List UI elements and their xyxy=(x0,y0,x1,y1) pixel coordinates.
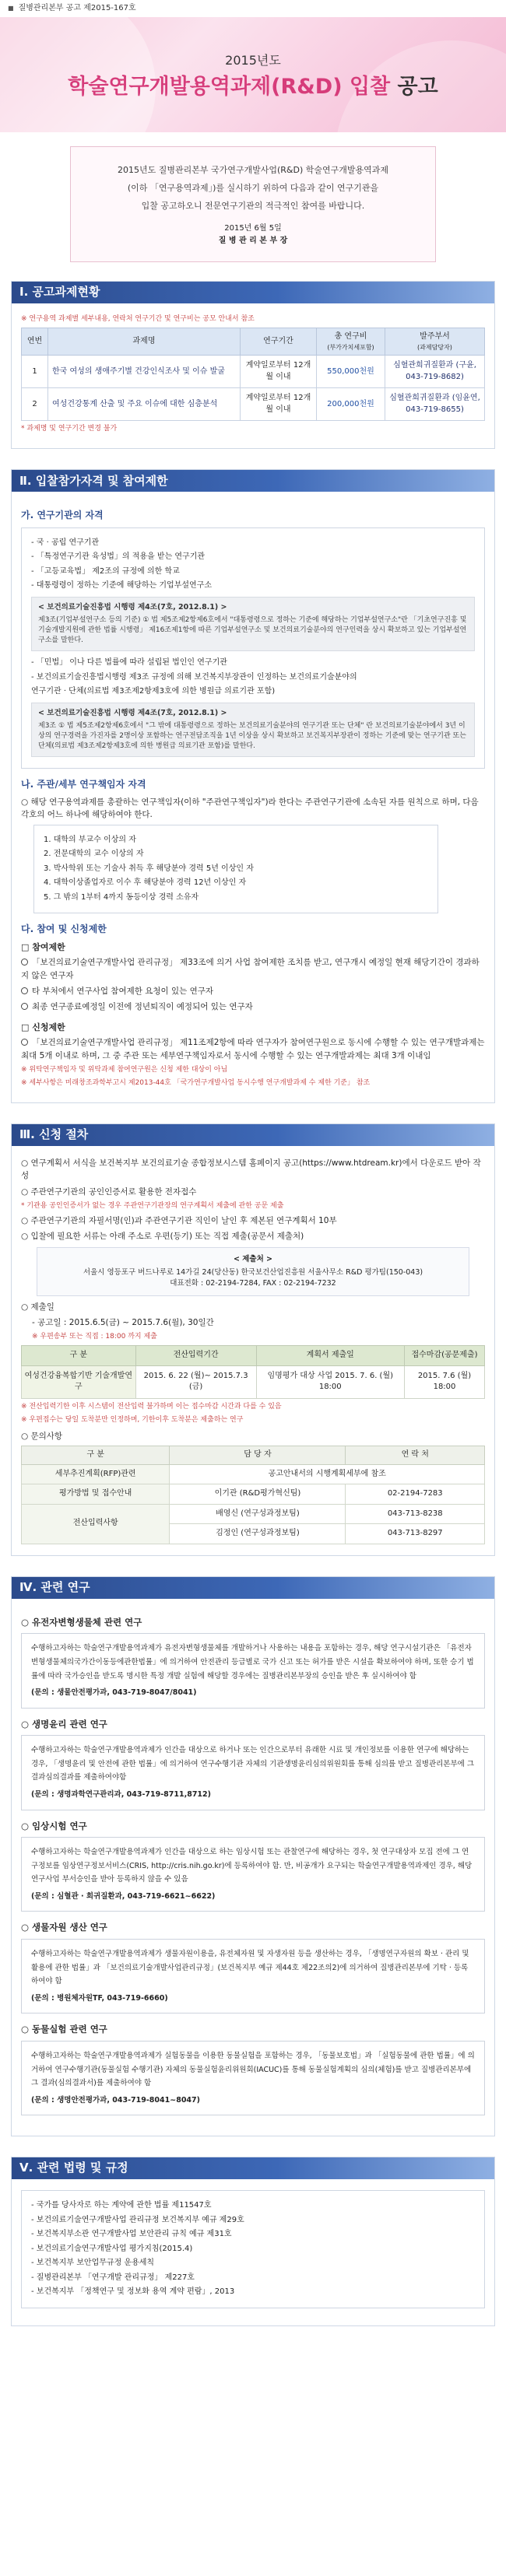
procedure-item: ○ 연구계획서 서식을 보건복지부 보건의료기술 종합정보시스템 홈페이지 공고(https://www.htdream.kr)에서 다운로드 받아 작성 xyxy=(21,1158,481,1181)
circle-bullet-icon xyxy=(21,1039,28,1046)
table-foot: * 과제명 및 연구기간 변경 불가 xyxy=(21,425,118,433)
section-note: ※ 연구용역 과제별 세부내용, 연락처 연구기간 및 연구비는 공모 안내서 참조 xyxy=(21,315,255,324)
procedure-item: ○ 주관연구기관의 공인인증서로 활용한 전자접수 xyxy=(21,1186,197,1197)
hero-banner xyxy=(0,17,506,132)
cell-dept: 심혈관희귀질환과 (임윤연, 043-719-8655) xyxy=(385,388,485,421)
cell-person: 공고안내서의 시행계획세부에 참조 xyxy=(170,1464,485,1484)
section-title: Ⅱ. 입찰참가자격 및 참여제한 xyxy=(12,470,494,492)
col-phone: 연 락 처 xyxy=(346,1446,485,1465)
section-title: Ⅳ. 관련 연구 xyxy=(12,1577,494,1599)
intro-date: 2015년 6월 5일 xyxy=(224,224,282,233)
intro-issuer: 질 병 관 리 본 부 장 xyxy=(218,237,288,246)
sub-heading-institution: 가. 연구기관의 자격 xyxy=(21,510,104,521)
col-budget: 총 연구비 (부가가치세포함) xyxy=(317,328,385,356)
limit-item: 「보건의료기술연구개발사업 관리규정」 제11조제2항에 따라 연구자가 참여연구원으로 동시에 수행할 수 있는 연구개발과제는 최대 5개 이내로 하며, 그 중 주관 또는 세부연구책임자로서 동시에 수행할 수 있는 연구개발과제는 최대 3개 이내임 xyxy=(21,1038,485,1060)
list-item: 1. 대학의 부교수 이상의 자 xyxy=(44,835,136,844)
research-contact: (문의 : 생명과학연구관리과, 043-719-8711,8712) xyxy=(31,1790,211,1799)
cell-plan-date: 임명평가 대상 사업 2015. 7. 6. (월) 18:00 xyxy=(256,1365,404,1398)
col-area: 구 분 xyxy=(22,1446,170,1465)
list-item: - 국 · 공립 연구기관 xyxy=(31,538,100,547)
section-laws xyxy=(11,2157,495,2326)
limit-heading-participation: □ 참여제한 xyxy=(21,941,65,952)
hero-title-main: 학술연구개발용역과제(R&D) 입찰 xyxy=(68,75,391,99)
limit-item: 최종 연구종료예정일 이전에 정년퇴직이 예정되어 있는 연구자 xyxy=(21,1001,485,1013)
bullet-dot-icon: ■ xyxy=(8,5,14,12)
research-body: 수행하고자하는 학술연구개발용역과제가 생물자원이용을, 유전체자원 및 자생자원 등을 생산하는 경우, 「생명연구자원의 확보 · 관리 및 활용에 관한 법률」과 「보건의료기술개발사업관리규정」(보건복지부 예규 제44호 제22조의2)에 의거하여 질병관리본부에 기탁 · 등록하여야 함 xyxy=(31,1950,469,1986)
section-title: Ⅰ. 공고과제현황 xyxy=(12,282,494,303)
limit-item: 「보건의료기술연구개발사업 관리규정」 제33조에 의거 사업 참여제한 조치를 받고, 연구개시 예정일 현재 해당기간이 경과하지 않은 연구자 xyxy=(21,958,480,980)
research-box xyxy=(21,1735,485,1810)
limit-item: 타 부처에서 연구사업 참여제한 요청이 있는 연구자 xyxy=(21,985,485,997)
researcher-paragraph: ○ 해당 연구용역과제를 총괄하는 연구책임자(이하 "주관연구책임자")라 한다는 주관연구기관에 소속된 자를 원칙으로 하며, 다음 각호의 어느 하나에 해당하여야 한다. xyxy=(21,797,479,820)
deadline-note: ※ 우편송부 또는 직접 : 18:00 까지 제출 xyxy=(32,1333,157,1341)
cell-category: 여성건강융복합기반 기술개발연구 xyxy=(22,1365,136,1398)
table-row xyxy=(22,1464,485,1484)
cell-deadline: 2015. 7.6 (월) 18:00 xyxy=(404,1365,484,1398)
research-title: ○ 생명윤리 관련 연구 xyxy=(21,1718,107,1730)
research-box xyxy=(21,1939,485,2013)
hero-year: 2015년도 xyxy=(225,53,281,68)
law-excerpt-box xyxy=(31,597,475,651)
cell-person: 배영신 (연구성과정보팀) xyxy=(170,1504,346,1524)
law-item: - 보건복지부 「정책연구 및 정보화 용역 계약 편람」, 2013 xyxy=(31,2287,235,2297)
law-item: - 국가를 당사자로 하는 계약에 관한 법률 제11547호 xyxy=(31,2201,212,2210)
deadline-text: - 공고일 : 2015.6.5(금) ~ 2015.7.6(월), 30일간 xyxy=(32,1318,214,1328)
law-item: - 보건의료기술연구개발사업 관리규정 보건복지부 예규 제29호 xyxy=(31,2215,244,2224)
institution-box xyxy=(21,527,485,769)
intro-line-1: 2015년도 질병관리본부 국가연구개발사업(R&D) 학술연구개발용역과제 xyxy=(117,165,389,175)
research-contact: (문의 : 생물안전평가과, 043-719-8047/8041) xyxy=(31,1688,197,1698)
col-plan-date: 계획서 제출일 xyxy=(256,1346,404,1366)
list-item: - 보건의료기술진흥법시행령 제3조 규정에 의해 보건복지부장관이 인정하는 보건의료기술분야의 xyxy=(31,672,357,682)
section-procedure xyxy=(11,1123,495,1556)
list-item: 2. 전문대학의 교수 이상의 자 xyxy=(44,850,144,859)
cell-period: 계약일로부터 12개월 이내 xyxy=(241,388,317,421)
procedure-item: ○ 주관연구기관의 자필서명(인)과 주관연구기관 직인이 날인 후 제본된 연구계획서 10부 xyxy=(21,1215,337,1225)
table-row xyxy=(22,1484,485,1505)
research-title: ○ 임상시험 연구 xyxy=(21,1820,87,1831)
hero-title xyxy=(0,72,506,102)
research-title: ○ 생물자원 생산 연구 xyxy=(21,1922,107,1933)
cell-input-period: 2015. 6. 22 (월)~ 2015.7.3 (금) xyxy=(135,1365,256,1398)
law-item: - 보건복지부 보안업무규정 운용세칙 xyxy=(31,2259,155,2268)
contact-table xyxy=(21,1446,485,1544)
circle-bullet-icon xyxy=(21,987,28,994)
list-item: - 「특정연구기관 육성법」의 적용을 받는 연구기관 xyxy=(31,552,206,562)
submission-address-box xyxy=(37,1247,469,1295)
cell-period: 계약일로부터 12개월 이내 xyxy=(241,356,317,388)
research-body: 수행하고자하는 학술연구개발용역과제가 유전자변형생물체를 개발하거나 사용하는 내용을 포함하는 경우, 해당 연구시설기관은 「유전자변형생물체의국가간이동등에관한법률」에 의거하여 안전관리 등급별로 국가 신고 또는 허가를 받은 시설을 확보하여야 하며, 또한 승기 법률에 따라 국가승인을 받도록 명시한 특정 개발 실험에 해당할 경우에는 질병관리본부장의 승인을 받은 후 실시하여야 함 xyxy=(31,1644,474,1681)
law-item: - 보건의료기술연구개발사업 평가지침(2015.4) xyxy=(31,2244,193,2253)
research-contact: (문의 : 심혈관 · 희귀질환과, 043-719-6621~6622) xyxy=(31,1891,216,1901)
section-related-research xyxy=(11,1576,495,2137)
law-excerpt-title: < 보건의료기술진흥법 시행령 제4조(7호, 2012.8.1) > xyxy=(38,602,227,612)
list-item: - 「민법」 이나 다른 법률에 따라 설립된 법인인 연구기관 xyxy=(31,658,227,668)
procedure-warning: * 기관용 공인인증서가 없는 경우 주관연구기관장의 연구계획서 제출에 관한 공문 제출 xyxy=(21,1201,284,1210)
cell-person: 김정인 (연구성과정보팀) xyxy=(170,1524,346,1544)
section-eligibility xyxy=(11,469,495,1103)
section-title: Ⅴ. 관련 법령 및 규정 xyxy=(12,2157,494,2179)
col-period: 연구기간 xyxy=(241,328,317,356)
cell-phone: 043-713-8297 xyxy=(346,1524,485,1544)
research-contact: (문의 : 병원체자원TF, 043-719-6660) xyxy=(31,1993,168,2003)
limit-warning: ※ 위탁연구책임자 및 위탁과제 참여연구원은 신청 제한 대상이 아님 xyxy=(21,1066,228,1074)
project-table xyxy=(21,328,485,421)
cell-phone: 043-713-8238 xyxy=(346,1504,485,1524)
research-body: 수행하고자하는 학술연구개발용역과제가 인간을 대상으로 하는 임상시험 또는 관찰연구에 해당하는 경우, 첫 연구대상자 모집 전에 그 연구정보를 임상연구정보서비스(CRIS, http://cris.nih.go.kr)에 등록하여야 함. 만, 비공개가 요구되는 학술연구개발용역과제인 경우, 해당 연구사업 부서승인을 받아 등록하지 않을 수 있음 xyxy=(31,1848,473,1884)
submission-phone: 대표전화 : 02-2194-7284, FAX : 02-2194-7232 xyxy=(170,1279,336,1288)
procedure-item: ○ 입찰에 필요한 서류는 아래 주소로 우편(등기) 또는 직접 제출(공문서 제출처) xyxy=(21,1232,304,1242)
submission-box-title: < 제출처 > xyxy=(233,1255,273,1264)
schedule-warning: ※ 전산입력기한 이후 시스템이 전산입력 불가하며 이는 접수마감 시간과 다를 수 있음 xyxy=(21,1402,282,1411)
limit-warning: ※ 세부사항은 미래창조과학부고시 제2013-44호 「국가연구개발사업 동시수행 연구개발과제 수 제한 기준」 참조 xyxy=(21,1079,371,1088)
research-body: 수행하고자하는 학술연구개발용역과제가 인간을 대상으로 하거나 또는 인간으로부터 유래한 시료 및 개인정보를 이용한 연구에 해당하는 경우, 「생명윤리 및 안전에 관한 법률」에 의거하여 연구수행기관 자체의 기관생명윤리심의위원회를 통해 심의를 받고 질병관리본부에 그 결과심의결과를 제출하여야함 xyxy=(31,1746,475,1782)
research-title: ○ 동물실험 관련 연구 xyxy=(21,2024,107,2035)
research-body: 수행하고자하는 학술연구개발용역과제가 실험동물을 이용한 동물실험을 포함하는 경우, 「동물보호법」과 「실험동물에 관한 법률」에 의거하여 연구수행기관(동물실험 수행기관) 자체의 동물실험윤리위원회(IACUC)를 통해 동물실험계획의 심의(체험)를 받고 질병관리본부에 그 결과(심의결과서)를 제출하여야 함 xyxy=(31,2052,475,2088)
cell-no: 2 xyxy=(22,388,48,421)
intro-line-2: (이하 「연구용역과제」)를 실시하기 위하여 다음과 같이 연구기관을 xyxy=(127,183,379,194)
procedure-item: ○ 제출일 xyxy=(21,1302,54,1312)
research-box xyxy=(21,1633,485,1708)
law-excerpt-text: 제3조 ① 법 제5조제2항제6호에서 "그 밖에 대통령령으로 정하는 보건의료기술분야의 연구기관 또는 단체" 란 보건의료기술분야에서 3년 이상의 연구경력을 가진자를 2명이상 포함하는 연구전담조직을 1년 이상을 상시 확보하고 보건복지부장관이 정하는 기준에 맞는 연구기관 또는 단체(의료법 제3조제2항제3호에 의한 병원급 의료기관 포함)를 말한다. xyxy=(38,721,466,750)
list-item: 5. 그 밖의 1부터 4까지 동등이상 경력 소유자 xyxy=(44,892,199,902)
cell-area: 전산입력사항 xyxy=(22,1504,170,1544)
col-name: 과제명 xyxy=(48,328,241,356)
cell-name: 여성건강통계 산출 및 주요 이슈에 대한 심층분석 xyxy=(48,388,241,421)
schedule-warning: ※ 우편접수는 당일 도착분만 인정하며, 기한이후 도착분은 제출하는 연구 xyxy=(21,1415,244,1424)
law-excerpt-text: 제3조(기업부설연구소 등의 기준) ① 법 제5조제2항제6호에서 "대통령령으로 정하는 기준에 해당하는 기업부설연구소"란 「기초연구진흥 및 기술개발지원에 관한 법률 시행령」 제16조제1항에 따른 기업부설연구소 및 보건의료기술분야의 연구인력을 상시 확보하고 있는 기업부설연구소를 말한다. xyxy=(38,615,467,644)
col-dept: 발주부서 (과제담당자) xyxy=(385,328,485,356)
cell-no: 1 xyxy=(22,356,48,388)
cell-phone: 02-2194-7283 xyxy=(346,1484,485,1505)
list-item: 3. 박사학위 또는 기술사 취득 후 해당분야 경력 5년 이상인 자 xyxy=(44,864,254,873)
circle-bullet-icon xyxy=(21,959,28,966)
notice-number-bar xyxy=(0,0,506,17)
col-input-period: 전산입력기간 xyxy=(135,1346,256,1366)
section-project-status xyxy=(11,281,495,449)
schedule-table xyxy=(21,1345,485,1399)
col-person: 담 당 자 xyxy=(170,1446,346,1465)
hero-title-suffix: 공고 xyxy=(390,75,438,99)
cell-person: 이기관 (R&D평가혁신팀) xyxy=(170,1484,346,1505)
table-row xyxy=(22,356,485,388)
col-deadline: 접수마감(공문제출) xyxy=(404,1346,484,1366)
notice-number: 질병관리본부 공고 제2015-167호 xyxy=(18,3,136,12)
cell-budget: 550,000천원 xyxy=(317,356,385,388)
cell-budget: 200,000천원 xyxy=(317,388,385,421)
col-no: 연번 xyxy=(22,328,48,356)
circle-bullet-icon xyxy=(21,1003,28,1010)
research-contact: (문의 : 생명안전평가과, 043-719-8041~8047) xyxy=(31,2095,200,2105)
procedure-item: ○ 문의사항 xyxy=(21,1431,63,1441)
researcher-list-box xyxy=(33,825,438,914)
table-row xyxy=(22,388,485,421)
cell-dept: 심혈관희귀질환과 (구윤, 043-719-8682) xyxy=(385,356,485,388)
section-title: Ⅲ. 신청 절차 xyxy=(12,1124,494,1146)
laws-box xyxy=(21,2190,485,2308)
law-item: - 질병관리본부 「연구개발 관리규정」 제227호 xyxy=(31,2273,195,2282)
research-box xyxy=(21,1837,485,1912)
law-excerpt-box xyxy=(31,703,475,757)
table-row xyxy=(22,1504,485,1524)
list-item: - 대통령령이 정하는 기준에 해당하는 기업부설연구소 xyxy=(31,581,213,591)
law-item: - 보건복지부소관 연구개발사업 보안관리 규칙 예규 제31호 xyxy=(31,2230,232,2239)
list-item: 연구기관 · 단체(의료법 제3조제2항제3호에 의한 병원급 의료기관 포함) xyxy=(31,687,276,696)
submission-address: 서울시 영등포구 버드나루로 14가길 24(당산동) 한국보건산업진흥원 서울사무소 R&D 평가팀(150-043) xyxy=(83,1268,423,1277)
research-box xyxy=(21,2041,485,2115)
research-title: ○ 유전자변형생물체 관련 연구 xyxy=(21,1616,142,1628)
cell-name: 한국 여성의 생애주기별 건강인식조사 및 이슈 발굴 xyxy=(48,356,241,388)
law-excerpt-title: < 보건의료기술진흥법 시행령 제4조(7호, 2012.8.1) > xyxy=(38,708,227,717)
list-item: 4. 대학이상졸업자로 이수 후 해당분야 경력 12년 이상인 자 xyxy=(44,878,247,888)
col-category: 구 분 xyxy=(22,1346,136,1366)
intro-box xyxy=(70,146,436,262)
table-row xyxy=(22,1365,485,1398)
sub-heading-limits: 다. 참여 및 신청제한 xyxy=(21,924,107,935)
cell-area: 평가방법 및 접수안내 xyxy=(22,1484,170,1505)
limit-heading-application: □ 신청제한 xyxy=(21,1022,65,1032)
list-item: - 「고등교육법」 제2조의 규정에 의한 학교 xyxy=(31,566,180,576)
intro-line-3: 입찰 공고하오니 전문연구기관의 적극적인 참여를 바랍니다. xyxy=(141,201,365,212)
sub-heading-researcher: 나. 주관/세부 연구책임자 자격 xyxy=(21,778,146,790)
cell-area: 세부추진계획(RFP)관련 xyxy=(22,1464,170,1484)
